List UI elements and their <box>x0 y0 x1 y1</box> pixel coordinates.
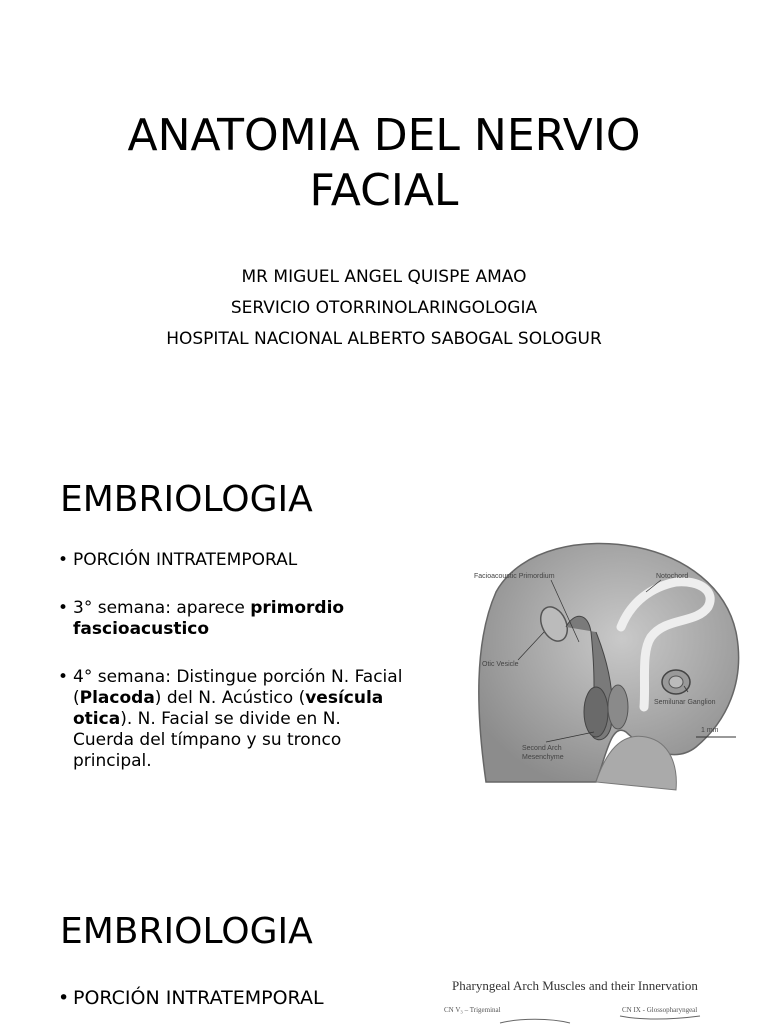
bullet-text: PORCIÓN INTRATEMPORAL <box>73 987 324 1009</box>
figure-title: Pharyngeal Arch Muscles and their Innervation <box>452 978 698 993</box>
label-otic-vesicle: Otic Vesicle <box>482 661 519 668</box>
title-slide <box>0 0 768 440</box>
presentation-title <box>0 108 768 218</box>
bullet-list <box>58 550 403 799</box>
bullet-text: 4° semana: Distingue porción N. Facial ( <box>73 667 403 708</box>
label-semilunar-ganglion: Semilunar Ganglion <box>654 699 716 706</box>
author-line: MR MIGUEL ANGEL QUISPE AMAO <box>241 267 527 287</box>
embriologia-slide-1 <box>0 440 768 872</box>
label-notochord: Notochord <box>656 573 689 580</box>
label-second-arch: Second Arch <box>522 745 562 752</box>
label-scale: 1 mm <box>701 727 719 734</box>
slide-title: EMBRIOLOGIA <box>60 479 313 520</box>
bullet-item <box>58 550 403 571</box>
label-glossopharyngeal: CN IX - Glossopharyngeal <box>622 1006 698 1014</box>
bullet-text: ). N. Facial se divide en N. Cuerda del tímpano y su tronco principal. <box>73 709 342 771</box>
title-line-2: FACIAL <box>309 165 459 216</box>
subtitle-block <box>0 262 768 355</box>
hospital-line: HOSPITAL NACIONAL ALBERTO SABOGAL SOLOGUR <box>166 329 602 349</box>
bullet-text: ) del N. Acústico ( <box>154 688 306 708</box>
bullet-item <box>58 667 403 772</box>
bullet-bold-text: primordio fascioacustico <box>73 598 345 639</box>
bullet-item <box>58 986 324 1010</box>
label-mesenchyme: Mesenchyme <box>522 754 564 761</box>
service-line: SERVICIO OTORRINOLARINGOLOGIA <box>230 298 538 318</box>
bullet-bold-text: vesícula otica <box>73 688 384 729</box>
pharyngeal-arch-illustration <box>440 976 768 1024</box>
title-line-1: ANATOMIA DEL NERVIO <box>127 110 641 161</box>
label-primordium: Facioacoustic Primordium <box>474 573 555 580</box>
label-trigeminal: CN V₃ – Trigeminal <box>444 1006 501 1014</box>
bullet-bold-text: Placoda <box>79 688 155 708</box>
bullet-item <box>58 598 403 640</box>
embryo-illustration <box>446 532 768 800</box>
bullet-text: 3° semana: aparece <box>73 598 251 618</box>
slide-title: EMBRIOLOGIA <box>60 911 313 952</box>
bullet-text: PORCIÓN INTRATEMPORAL <box>73 550 298 570</box>
embriologia-slide-2 <box>0 872 768 1024</box>
